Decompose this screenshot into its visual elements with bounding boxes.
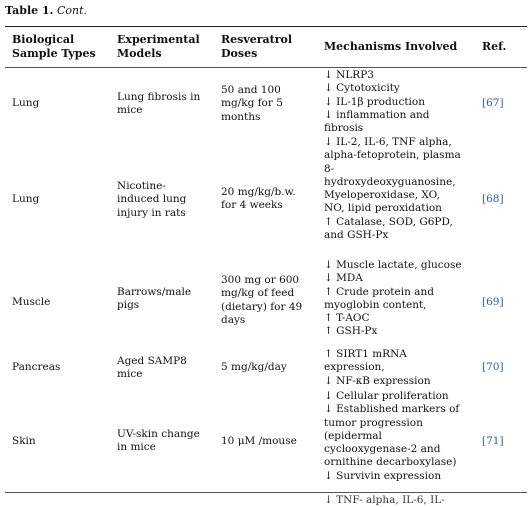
- cutoff-next-row-text: ↓ TNF- alpha, IL-6, IL-: [324, 494, 445, 506]
- row1-ref-link[interactable]: [67]: [482, 97, 504, 109]
- row2-sample: Lung: [12, 193, 40, 205]
- header-biological-sample-types: Biological Sample Types: [12, 33, 96, 60]
- row1-model: Lung fibrosis in mice: [117, 91, 201, 117]
- header-rule: [5, 67, 527, 68]
- row3-model: Barrows/male pigs: [117, 286, 192, 312]
- row5-dose: 10 μM /mouse: [221, 435, 297, 447]
- row2-model: Nicotine- induced lung injury in rats: [117, 180, 187, 219]
- header-experimental-models: Experimental Models: [117, 33, 200, 60]
- caption-text: Cont.: [56, 4, 87, 17]
- row1-sample: Lung: [12, 97, 40, 109]
- row4-model: Aged SAMP8 mice: [117, 355, 187, 381]
- row5-model: UV-skin change in mice: [117, 428, 200, 454]
- row3-sample: Muscle: [12, 296, 51, 308]
- row5-sample: Skin: [12, 435, 36, 447]
- row1-mechanisms: ↓ NLRP3 ↓ Cytotoxicity ↓ IL-1β production ↓ inflammation and fibrosis: [324, 69, 430, 135]
- row3-ref-link[interactable]: [69]: [482, 296, 504, 308]
- row2-mechanisms: ↓ IL-2, IL-6, TNF alpha, alpha-fetoprotein, plasma 8- hydroxydeoxyguanosine, Myeloperoxidase, XO, NO, lipid peroxidation ↑ Catalase, SOD, G6PD, and GSH-Px: [324, 136, 461, 242]
- row4-mechanisms: ↑ SIRT1 mRNA expression, ↓ NF-κB expression: [324, 348, 431, 387]
- row4-dose: 5 mg/kg/day: [221, 361, 287, 373]
- row5-mechanisms: ↓ Cellular proliferation ↓ Established markers of tumor progression (epidermal cyclooxygenase-2 and ornithine decarboxylase) ↓ Survivin expression: [324, 390, 460, 482]
- row1-dose: 50 and 100 mg/kg for 5 months: [221, 84, 283, 123]
- caption-label: Table 1.: [5, 4, 54, 17]
- row5-ref-link[interactable]: [71]: [482, 435, 504, 447]
- table-caption: [5, 3, 87, 19]
- row4-ref-link[interactable]: [70]: [482, 361, 504, 373]
- header-mechanisms-involved: Mechanisms Involved: [324, 40, 458, 53]
- bottom-rule: [5, 492, 527, 493]
- row4-sample: Pancreas: [12, 361, 61, 373]
- header-ref: Ref.: [482, 40, 507, 53]
- row2-dose: 20 mg/kg/b.w. for 4 weeks: [221, 186, 296, 212]
- row3-mechanisms: ↓ Muscle lactate, glucose ↓ MDA ↑ Crude protein and myoglobin content, ↑ T-AOC ↑ GSH-Px: [324, 259, 462, 338]
- row3-dose: 300 mg or 600 mg/kg of feed (dietary) for 49 days: [221, 274, 303, 326]
- top-rule: [5, 26, 527, 27]
- header-resveratrol-doses: Resveratrol Doses: [221, 33, 293, 60]
- row2-ref-link[interactable]: [68]: [482, 193, 504, 205]
